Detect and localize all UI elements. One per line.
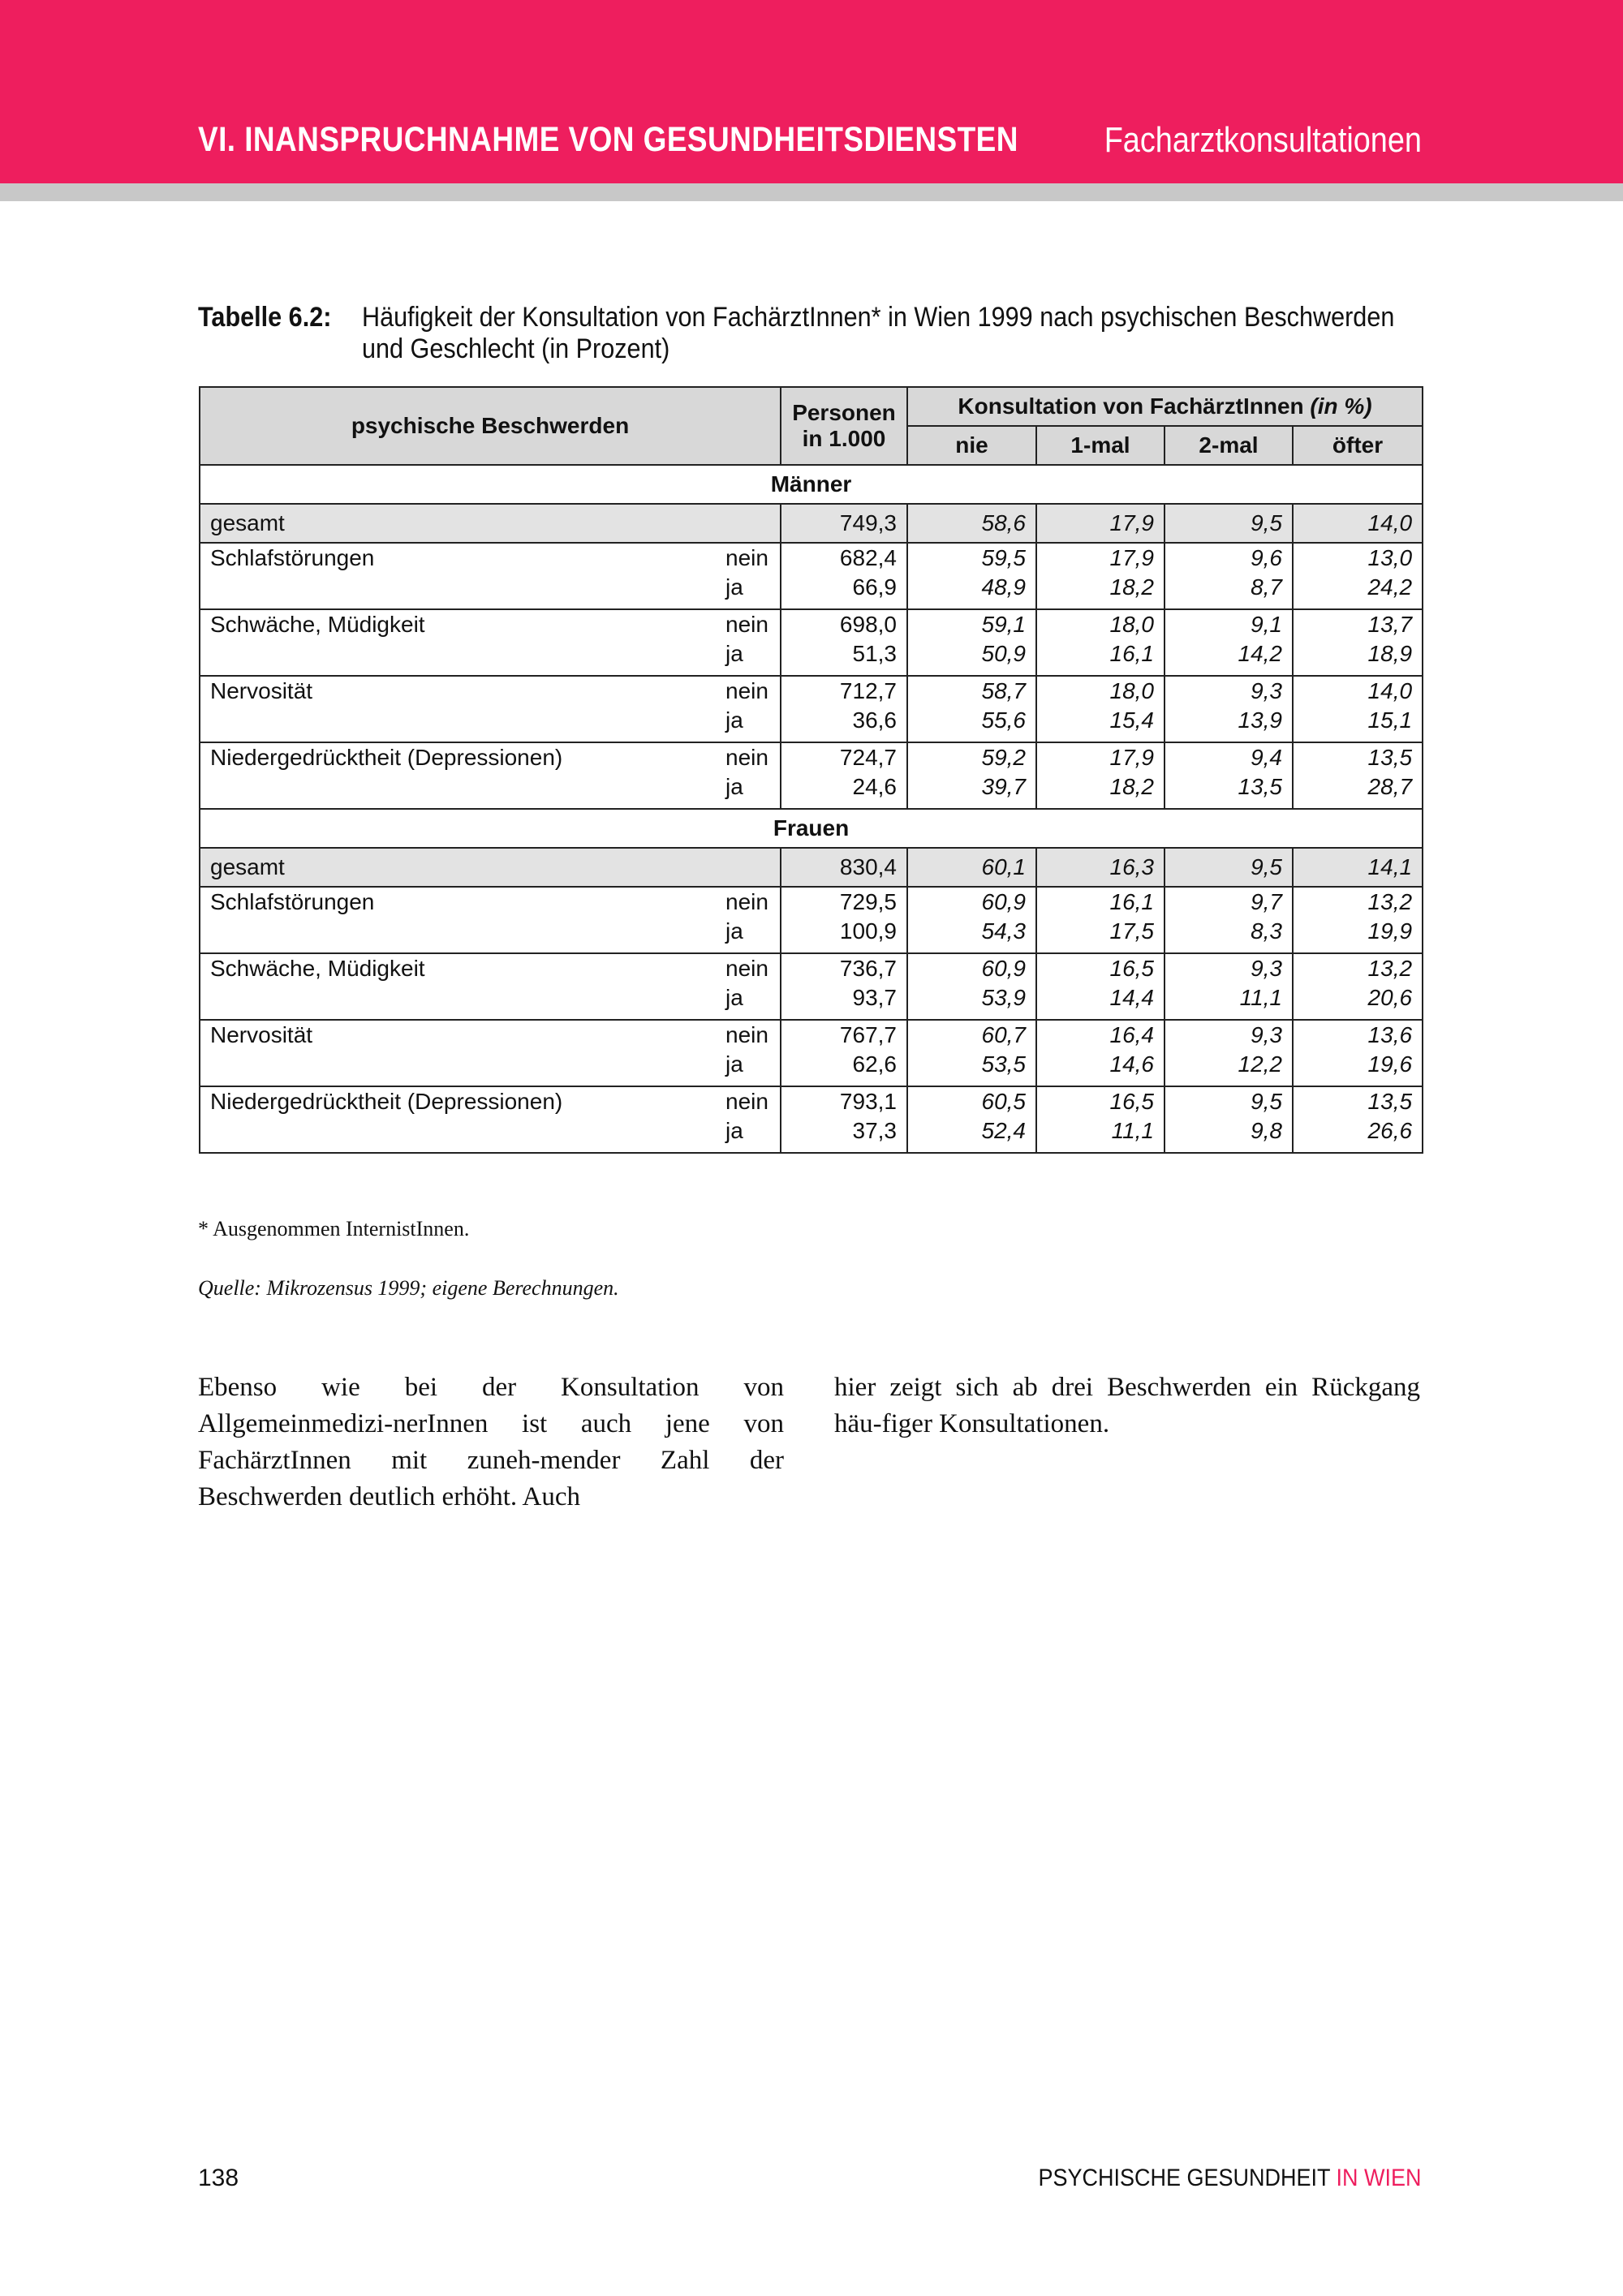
footer-brand — [1039, 2165, 1422, 2192]
table-row — [200, 742, 1423, 809]
cell-personen: 712,7 36,6 — [781, 676, 907, 742]
total-value: 17,9 — [1036, 504, 1165, 543]
cell-1-mal: 16,4 14,6 — [1036, 1020, 1165, 1086]
cell-oefter: 13,2 20,6 — [1293, 953, 1423, 1020]
row-label: Schwäche, Müdigkeit — [200, 609, 716, 676]
cell-nie: 59,2 39,7 — [907, 742, 1036, 809]
cell-personen: 736,7 93,7 — [781, 953, 907, 1020]
cell-2-mal: 9,7 8,3 — [1165, 887, 1293, 953]
total-value: 9,5 — [1165, 504, 1293, 543]
cell-1-mal: 18,0 15,4 — [1036, 676, 1165, 742]
cell-oefter: 14,0 15,1 — [1293, 676, 1423, 742]
cell-2-mal: 9,3 12,2 — [1165, 1020, 1293, 1086]
cell-nie: 59,1 50,9 — [907, 609, 1036, 676]
footnote: * Ausgenommen InternistInnen. — [198, 1217, 470, 1240]
row-label: Nervosität — [200, 1020, 716, 1086]
col-header-konsultation: Konsultation von FachärztInnen (in %) — [907, 387, 1423, 426]
row-nein-ja: nein ja — [716, 1020, 781, 1086]
cell-2-mal: 9,3 11,1 — [1165, 953, 1293, 1020]
total-personen: 749,3 — [781, 504, 907, 543]
cell-oefter: 13,5 26,6 — [1293, 1086, 1423, 1153]
row-label: Schlafstörungen — [200, 887, 716, 953]
col-header-personen: Personen in 1.000 — [781, 387, 907, 465]
cell-oefter: 13,0 24,2 — [1293, 543, 1423, 609]
subcol-nie: nie — [907, 426, 1036, 465]
footer-brand-accent: IN WIEN — [1336, 2165, 1422, 2191]
cell-oefter: 13,6 19,6 — [1293, 1020, 1423, 1086]
page-number: 138 — [198, 2165, 239, 2191]
cell-2-mal: 9,1 14,2 — [1165, 609, 1293, 676]
section-row — [200, 809, 1423, 848]
cell-personen: 767,7 62,6 — [781, 1020, 907, 1086]
table-row — [200, 1020, 1423, 1086]
row-label: Schlafstörungen — [200, 543, 716, 609]
section-title: Frauen — [200, 809, 1423, 848]
data-table — [199, 386, 1423, 1154]
row-nein-ja: nein ja — [716, 609, 781, 676]
total-row — [200, 504, 1423, 543]
subcol-oefter: öfter — [1293, 426, 1423, 465]
table-caption-label: Tabelle 6.2: — [198, 302, 332, 333]
table-row — [200, 543, 1423, 609]
cell-1-mal: 16,1 17,5 — [1036, 887, 1165, 953]
total-value: 58,6 — [907, 504, 1036, 543]
cell-personen: 793,1 37,3 — [781, 1086, 907, 1153]
row-nein-ja: nein ja — [716, 543, 781, 609]
row-label: Nervosität — [200, 676, 716, 742]
row-nein-ja: nein ja — [716, 887, 781, 953]
subcol-2-mal: 2-mal — [1165, 426, 1293, 465]
section-title: Männer — [200, 465, 1423, 504]
cell-1-mal: 16,5 11,1 — [1036, 1086, 1165, 1153]
total-value: 60,1 — [907, 848, 1036, 887]
cell-personen: 729,5 100,9 — [781, 887, 907, 953]
cell-oefter: 13,7 18,9 — [1293, 609, 1423, 676]
subcol-1-mal: 1-mal — [1036, 426, 1165, 465]
header-rule — [0, 183, 1623, 201]
table-row — [200, 676, 1423, 742]
table-row — [200, 609, 1423, 676]
total-value: 14,1 — [1293, 848, 1423, 887]
cell-1-mal: 17,9 18,2 — [1036, 543, 1165, 609]
table-row — [200, 1086, 1423, 1153]
row-label: Schwäche, Müdigkeit — [200, 953, 716, 1020]
section-row — [200, 465, 1423, 504]
total-row — [200, 848, 1423, 887]
cell-nie: 60,9 54,3 — [907, 887, 1036, 953]
footer-brand-main: PSYCHISCHE GESUNDHEIT — [1038, 2165, 1331, 2191]
cell-nie: 60,9 53,9 — [907, 953, 1036, 1020]
total-label: gesamt — [200, 848, 781, 887]
cell-1-mal: 18,0 16,1 — [1036, 609, 1165, 676]
cell-nie: 60,7 53,5 — [907, 1020, 1036, 1086]
cell-2-mal: 9,4 13,5 — [1165, 742, 1293, 809]
cell-personen: 698,0 51,3 — [781, 609, 907, 676]
row-nein-ja: nein ja — [716, 676, 781, 742]
table-caption-text: Häufigkeit der Konsultation von FachärztInnen* in Wien 1999 nach psychischen Beschwerden und Geschlecht (in Prozent) — [362, 302, 1395, 364]
cell-oefter: 13,5 28,7 — [1293, 742, 1423, 809]
cell-2-mal: 9,6 8,7 — [1165, 543, 1293, 609]
cell-2-mal: 9,3 13,9 — [1165, 676, 1293, 742]
row-nein-ja: nein ja — [716, 1086, 781, 1153]
table-row — [200, 887, 1423, 953]
source-note: Quelle: Mikrozensus 1999; eigene Berechnungen. — [198, 1276, 619, 1300]
cell-nie: 60,5 52,4 — [907, 1086, 1036, 1153]
cell-1-mal: 16,5 14,4 — [1036, 953, 1165, 1020]
cell-2-mal: 9,5 9,8 — [1165, 1086, 1293, 1153]
table-row — [200, 953, 1423, 1020]
total-value: 9,5 — [1165, 848, 1293, 887]
cell-1-mal: 17,9 18,2 — [1036, 742, 1165, 809]
body-text-col-1: Ebenso wie bei der Konsultation von Allgemeinmedizi-nerInnen ist auch jene von FachärztInnen mit zuneh-mender Zahl der Beschwerden deutlich erhöht. Auch — [198, 1373, 784, 1511]
row-label: Niedergedrücktheit (Depressionen) — [200, 1086, 716, 1153]
total-value: 14,0 — [1293, 504, 1423, 543]
cell-nie: 58,7 55,6 — [907, 676, 1036, 742]
row-label: Niedergedrücktheit (Depressionen) — [200, 742, 716, 809]
cell-personen: 724,7 24,6 — [781, 742, 907, 809]
cell-personen: 682,4 66,9 — [781, 543, 907, 609]
col-header-beschwerden: psychische Beschwerden — [200, 387, 781, 465]
row-nein-ja: nein ja — [716, 953, 781, 1020]
total-value: 16,3 — [1036, 848, 1165, 887]
section-title: Facharztkonsultationen — [1104, 120, 1422, 160]
row-nein-ja: nein ja — [716, 742, 781, 809]
cell-nie: 59,5 48,9 — [907, 543, 1036, 609]
cell-oefter: 13,2 19,9 — [1293, 887, 1423, 953]
total-label: gesamt — [200, 504, 781, 543]
body-text-col-2: hier zeigt sich ab drei Beschwerden ein Rückgang häu-figer Konsultationen. — [834, 1373, 1420, 1438]
chapter-title: VI. INANSPRUCHNAHME VON GESUNDHEITSDIENSTEN — [198, 120, 1018, 159]
total-personen: 830,4 — [781, 848, 907, 887]
